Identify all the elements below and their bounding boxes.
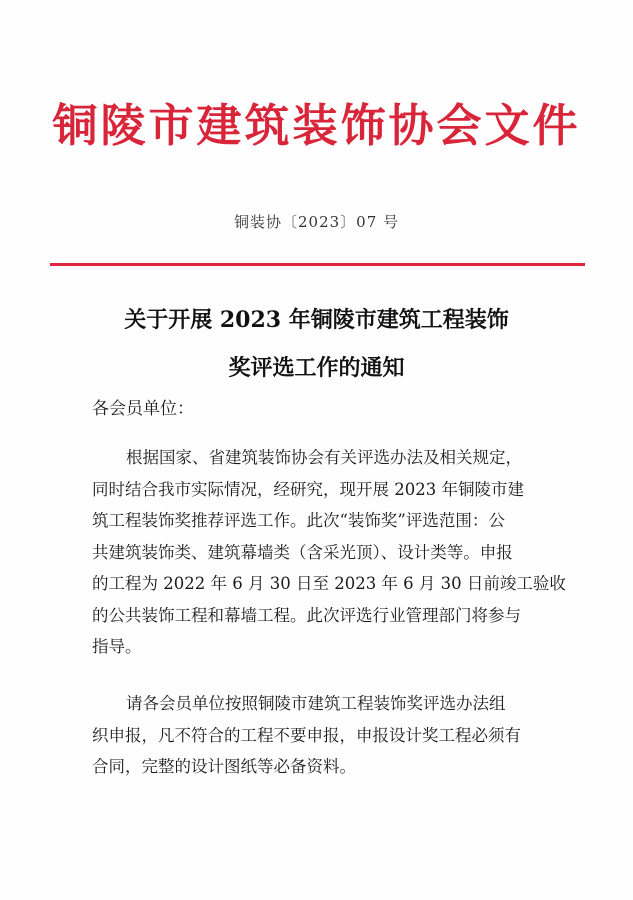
- red-divider-line: [50, 263, 585, 266]
- paragraph-line: 筑工程装饰奖推荐评选工作。此次“装饰奖”评选范围：公: [92, 511, 505, 530]
- paragraph-line: 同时结合我市实际情况，经研究，现开展 2023 年铜陵市建: [92, 479, 524, 499]
- paragraph-line: 织申报，凡不符合的工程不要申报，申报设计奖工程必须有: [92, 725, 521, 745]
- paragraph-line: 根据国家、省建筑装饰协会有关评选办法及相关规定，: [126, 448, 522, 467]
- body-paragraph-2: [92, 688, 548, 783]
- paragraph-line: 合同，完整的设计图纸等必备资料。: [92, 757, 356, 776]
- document-number: 铜装协〔2023〕07 号: [233, 213, 400, 231]
- paragraph-line: 共建筑装饰类、建筑幕墙类（含采光顶）、设计类等。申报: [92, 542, 513, 562]
- body-paragraph-1: [92, 442, 566, 663]
- paragraph-line: 指导。: [92, 637, 142, 656]
- notice-title-line-2: 奖评选工作的通知: [228, 355, 405, 381]
- notice-title: [0, 296, 633, 392]
- paragraph-line: 请各会员单位按照铜陵市建筑工程装饰奖评选办法组: [126, 694, 506, 713]
- notice-title-line-1: 关于开展 2023 年铜陵市建筑工程装饰: [124, 307, 509, 333]
- paragraph-line: 的工程为 2022 年 6 月 30 日至 2023 年 6 月 30 日前竣工验收: [92, 574, 566, 593]
- document-header-title: 铜陵市建筑装饰协会文件: [52, 99, 581, 152]
- paragraph-line: 的公共装饰工程和幕墙工程。此次评选行业管理部门将参与: [92, 605, 521, 625]
- salutation: 各会员单位：: [92, 399, 194, 419]
